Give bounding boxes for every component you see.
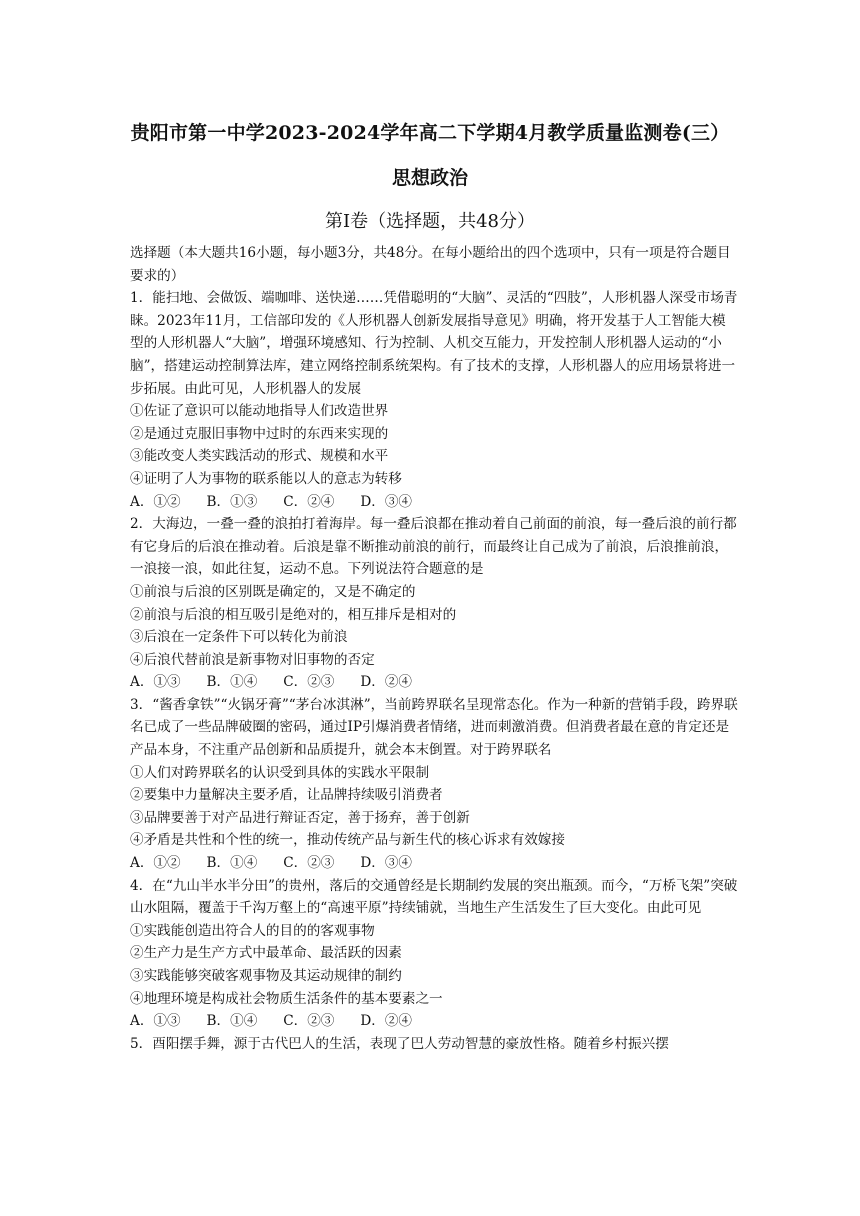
option-statement: ②生产力是生产方式中最革命、最活跃的因素	[130, 945, 402, 962]
option-statement: ④地理环境是构成社会物质生活条件的基本要素之一	[130, 990, 443, 1007]
exam-title: 贵阳市第一中学2023-2024学年高二下学期4月教学质量监测卷(三）	[130, 122, 730, 144]
option-statement: ②要集中力量解决主要矛盾，让品牌持续吸引消费者	[130, 787, 443, 804]
question-body	[130, 242, 738, 1055]
option-statement: ③品牌要善于对产品进行辩证否定，善于扬弃，善于创新	[130, 809, 470, 826]
question-stem: 1．能扫地、会做饭、端咖啡、送快递……凭借聪明的“大脑”、灵活的“四肢”，人形机器人深受市场青睐。2023年11月，工信部印发的《人形机器人创新发展指导意见》明确，将开发基于人工智能大模型的人形机器人“大脑”，增强环境感知、行为控制、人机交互能力，开发控制人形机器人运动的“小脑”，搭建运动控制算法库，建立网络控制系统架构。有了技术的支撑，人形机器人的应用场景将进一步拓展。由此可见，人形机器人的发展	[130, 290, 738, 397]
option-statement: ①前浪与后浪的区别既是确定的，又是不确定的	[130, 583, 416, 600]
question-2	[130, 513, 738, 694]
question-3	[130, 694, 738, 875]
question-1	[130, 287, 738, 513]
question-stem: 5．酉阳摆手舞，源于古代巴人的生活，表现了巴人劳动智慧的豪放性格。随着乡村振兴摆	[130, 1035, 669, 1052]
option-statement: ②前浪与后浪的相互吸引是绝对的，相互排斥是相对的	[130, 606, 457, 623]
option-statement: ③后浪在一定条件下可以转化为前浪	[130, 629, 348, 646]
section-title: 第Ⅰ卷（选择题，共48分）	[324, 211, 535, 232]
option-statement: ④证明了人为事物的联系能以人的意志为转移	[130, 470, 402, 487]
question-5	[130, 1033, 738, 1056]
answer-choices: A．①③ B．①④ C．②③ D．②④	[130, 1013, 413, 1030]
option-statement: ③实践能够突破客观事物及其运动规律的制约	[130, 968, 402, 984]
question-stem: 4．在“九山半水半分田”的贵州，落后的交通曾经是长期制约发展的突出瓶颈。而今，“万桥飞架”突破山水阻隔，覆盖于千沟万壑上的“高速平原”持续铺就，当地生产生活发生了巨大变化。由此可见	[130, 877, 738, 917]
option-statement: ①佐证了意识可以能动地指导人们改造世界	[130, 403, 389, 420]
answer-choices: A．①② B．①③ C．②④ D．③④	[130, 493, 413, 510]
option-statement: ③能改变人类实践活动的形式、规模和水平	[130, 448, 389, 465]
answer-choices: A．①③ B．①④ C．②③ D．②④	[130, 674, 413, 691]
answer-choices: A．①② B．①④ C．②③ D．③④	[130, 855, 413, 872]
question-stem: 2．大海边，一叠一叠的浪拍打着海岸。每一叠后浪都在推动着自己前面的前浪，每一叠后浪的前行都有它身后的后浪在推动着。后浪是靠不断推动前浪的前行，而最终让自己成为了前浪，后浪推前浪，一浪接一浪，如此往复，运动不息。下列说法符合题意的是	[130, 516, 737, 578]
question-4	[130, 875, 738, 1033]
option-statement: ④后浪代替前浪是新事物对旧事物的否定	[130, 651, 375, 668]
question-stem: 3．“酱香拿铁”“火锅牙膏”“茅台冰淇淋”，当前跨界联名呈现常态化。作为一种新的营销手段，跨界联名已成了一些品牌破圈的密码，通过IP引爆消费者情绪，进而刺激消费。但消费者最在意的肯定还是产品本身，不注重产品创新和品质提升，就会本末倒置。对于跨界联名	[130, 696, 738, 759]
option-statement: ①实践能创造出符合人的目的的客观事物	[130, 922, 375, 939]
option-statement: ①人们对跨界联名的认识受到具体的实践水平限制	[130, 764, 430, 781]
option-statement: ②是通过克服旧事物中过时的东西来实现的	[130, 425, 389, 442]
option-statement: ④矛盾是共性和个性的统一，推动传统产品与新生代的核心诉求有效嫁接	[130, 832, 565, 849]
instructions: 选择题（本大题共16小题，每小题3分，共48分。在每小题给出的四个选项中，只有一项是符合题目要求的）	[130, 245, 731, 284]
subject-title: 思想政治	[391, 167, 468, 189]
